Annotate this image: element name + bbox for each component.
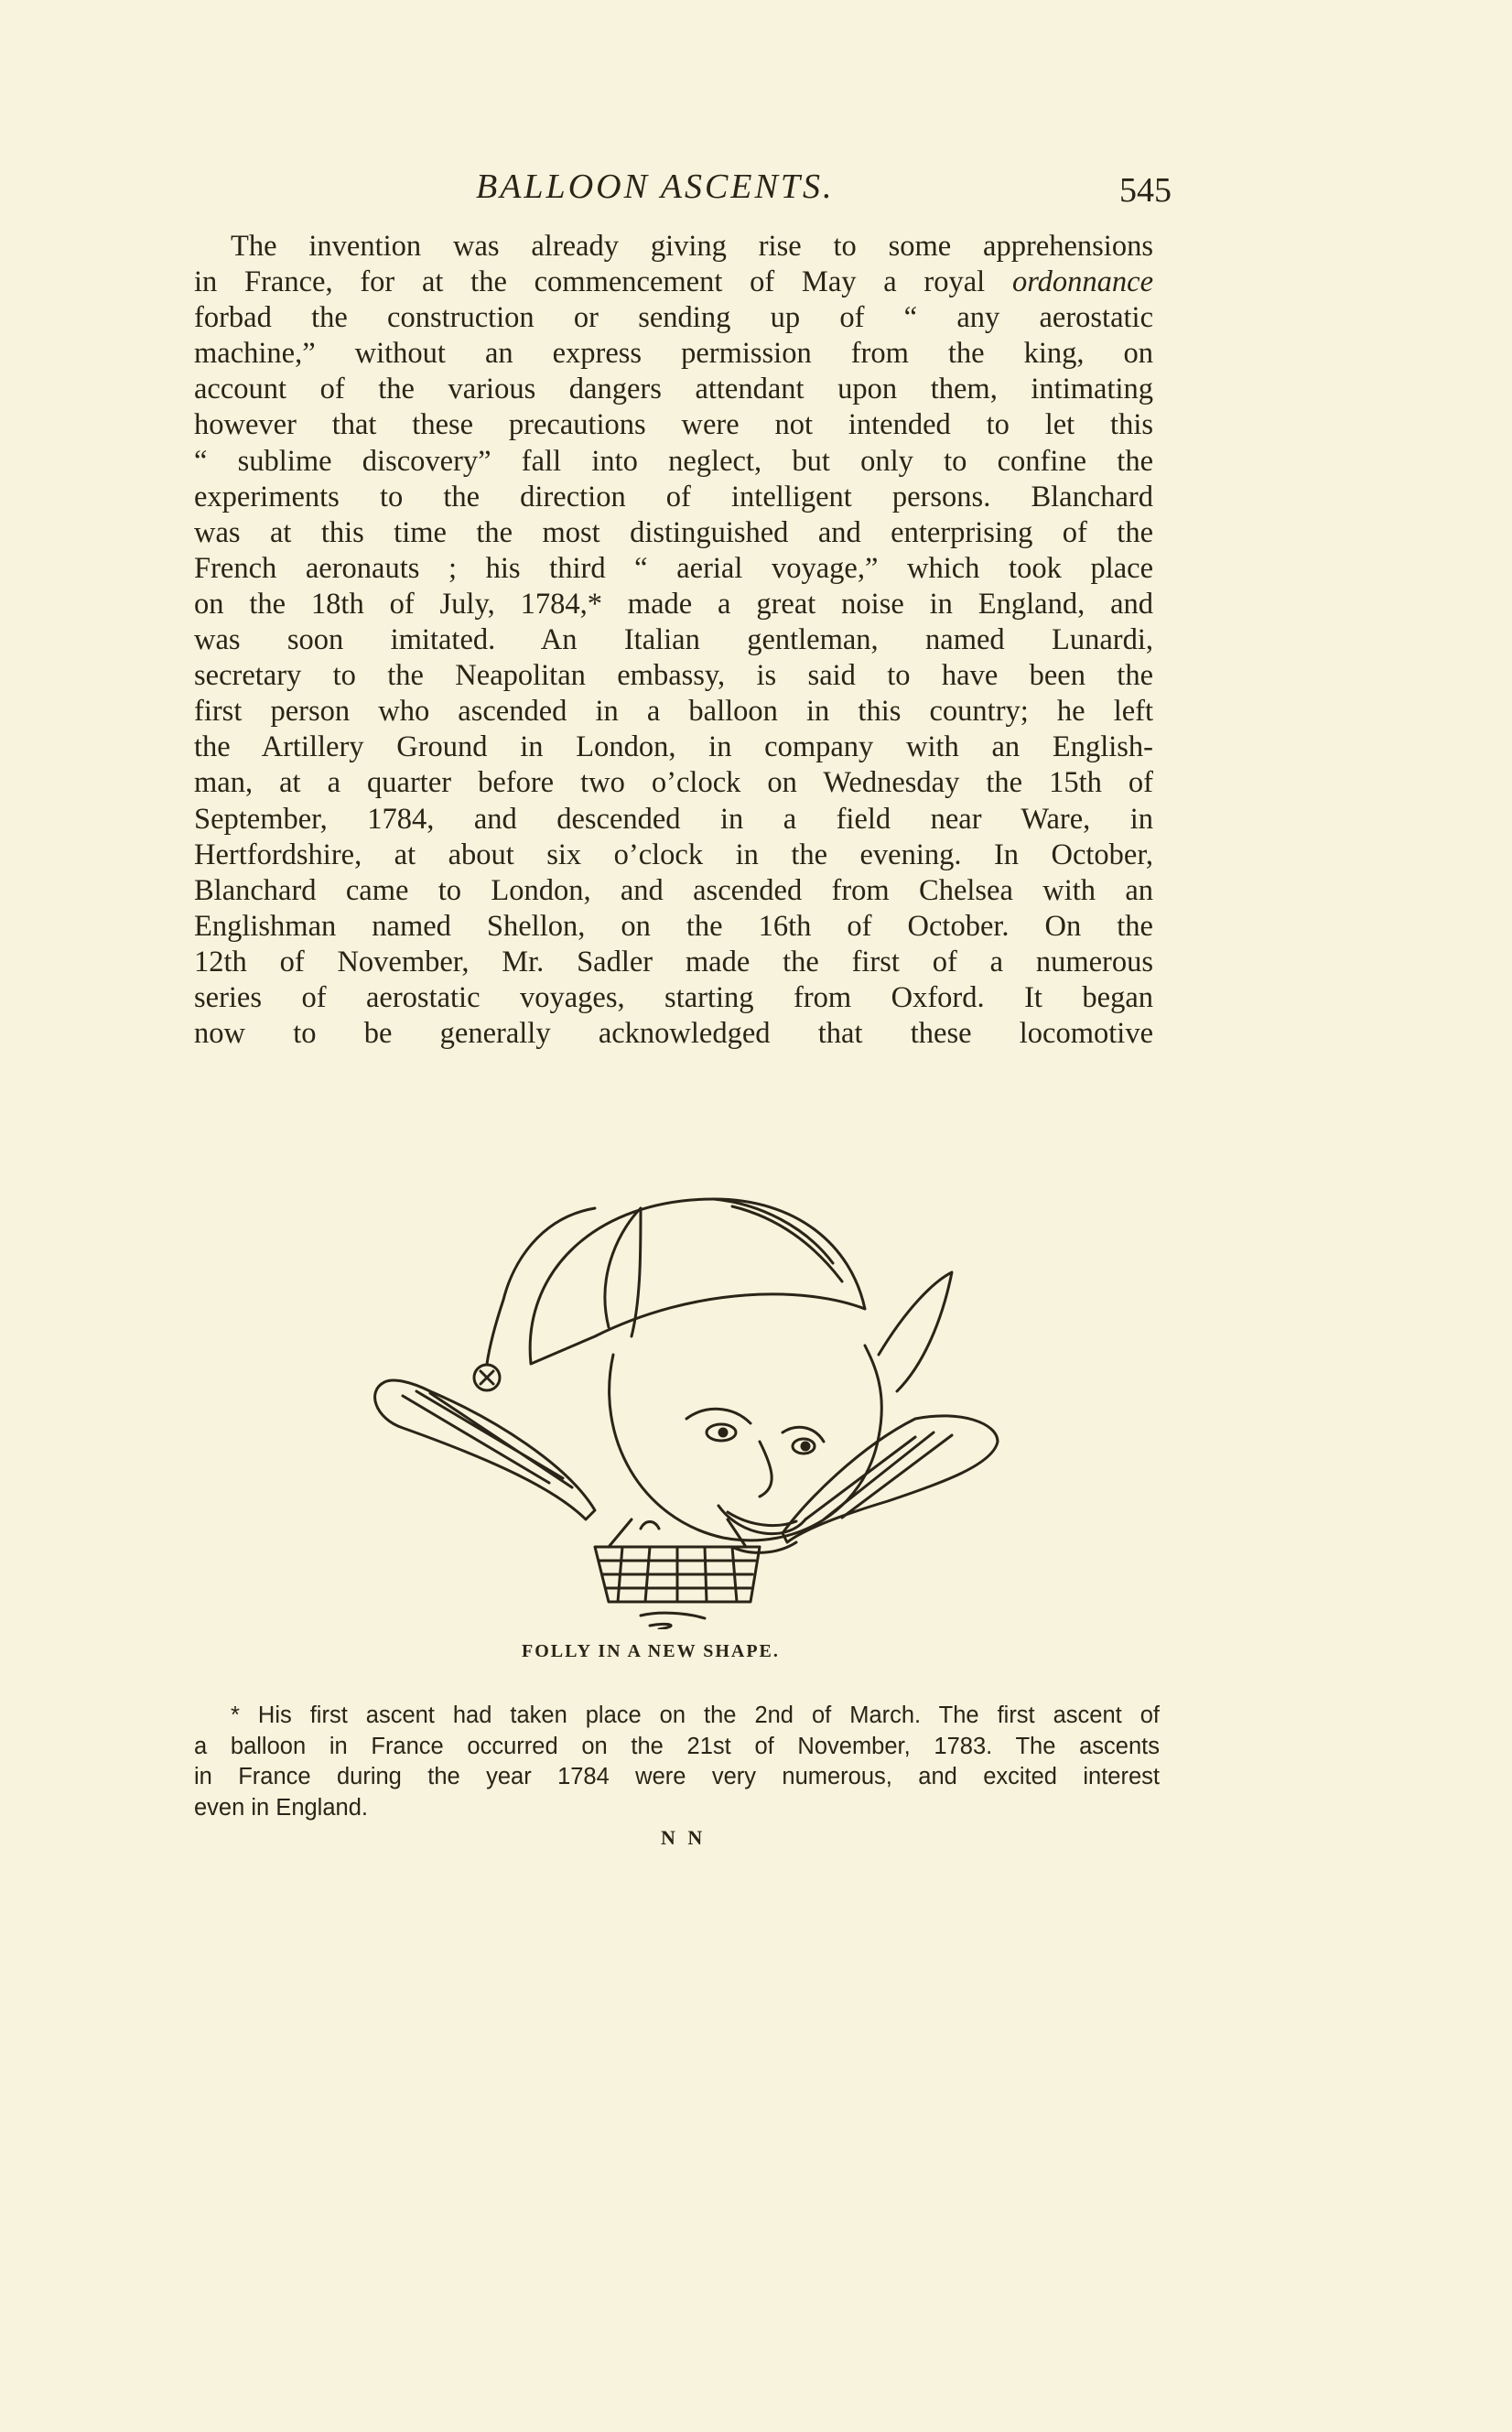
text-line: account of the various dangers attendant upon them, intimating [194, 373, 1153, 406]
page-header [192, 167, 1172, 222]
text-line: secretary to the Neapolitan embassy, is said to have been the [194, 659, 1153, 693]
text-line: experiments to the direction of intelligent persons. Blanchard [194, 480, 1153, 513]
text-line: man, at a quarter before two o’clock on Wednesday the 15th of [194, 766, 1153, 800]
footnote [194, 1701, 1160, 1823]
smoke-trail [641, 1613, 705, 1629]
text-line: September, 1784, and descended in a field near Ware, in [194, 802, 1153, 836]
signature-mark: N N [661, 1826, 707, 1849]
text-line: now to be generally acknowledged that these locomotive [194, 1017, 1153, 1051]
text-line: on the 18th of July, 1784,* made a great noise in England, and [194, 587, 1153, 621]
running-title: BALLOON ASCENTS. [476, 168, 835, 206]
balloon-face [610, 1346, 882, 1540]
page-number: 545 [1119, 171, 1172, 210]
footnote-line: a balloon in France occurred on the 21st of November, 1783. The ascents [194, 1733, 1160, 1759]
balloon-jester-illustration [366, 1089, 1007, 1629]
text-line: machine,” without an express permission from the king, on [194, 337, 1153, 371]
text-line: The invention was already giving rise to some apprehensions [231, 230, 1153, 263]
text-line: the Artillery Ground in London, in company with an English- [194, 730, 1153, 764]
text-line: 12th of November, Mr. Sadler made the first of a numerous [194, 945, 1153, 978]
text-line: series of aerostatic voyages, starting from Oxford. It began [194, 980, 1153, 1014]
text-line: “ sublime discovery” fall into neglect, but only to confine the [194, 444, 1153, 478]
text-line: Blanchard came to London, and ascended from Chelsea with an [194, 873, 1153, 907]
jester-cap [530, 1199, 865, 1364]
text-line: Hertfordshire, at about six o’clock in the evening. In October, [194, 838, 1153, 871]
left-ear [605, 1208, 641, 1336]
text-line: was soon imitated. An Italian gentleman, named Lunardi, [194, 623, 1153, 657]
left-paddle [375, 1380, 595, 1519]
body-paragraph [194, 229, 1153, 1052]
footnote-line: even in England. [194, 1794, 368, 1821]
illustration-caption: FOLLY IN A NEW SHAPE. [522, 1641, 780, 1661]
text-line: in France, for at the commencement of May a royal ordonnance [194, 265, 1153, 299]
italic-word: ordonnance [1011, 265, 1153, 299]
footnote-line: * His first ascent had taken place on the 2nd of March. The first ascent of [231, 1702, 1160, 1728]
text-line: forbad the construction or sending up of “ any aerostatic [194, 301, 1153, 335]
text-line: French aeronauts ; his third “ aerial voyage,” which took place [194, 551, 1153, 585]
text-line: Englishman named Shellon, on the 16th of October. On the [194, 909, 1153, 943]
text-line: however that these precautions were not intended to let this [194, 408, 1153, 442]
right-ear [879, 1272, 952, 1391]
text-line: was at this time the most distinguished and enterprising of the [194, 515, 1153, 549]
text-line: first person who ascended in a balloon in this country; he left [194, 695, 1153, 729]
footnote-line: in France during the year 1784 were very numerous, and excited interest [194, 1764, 1160, 1789]
